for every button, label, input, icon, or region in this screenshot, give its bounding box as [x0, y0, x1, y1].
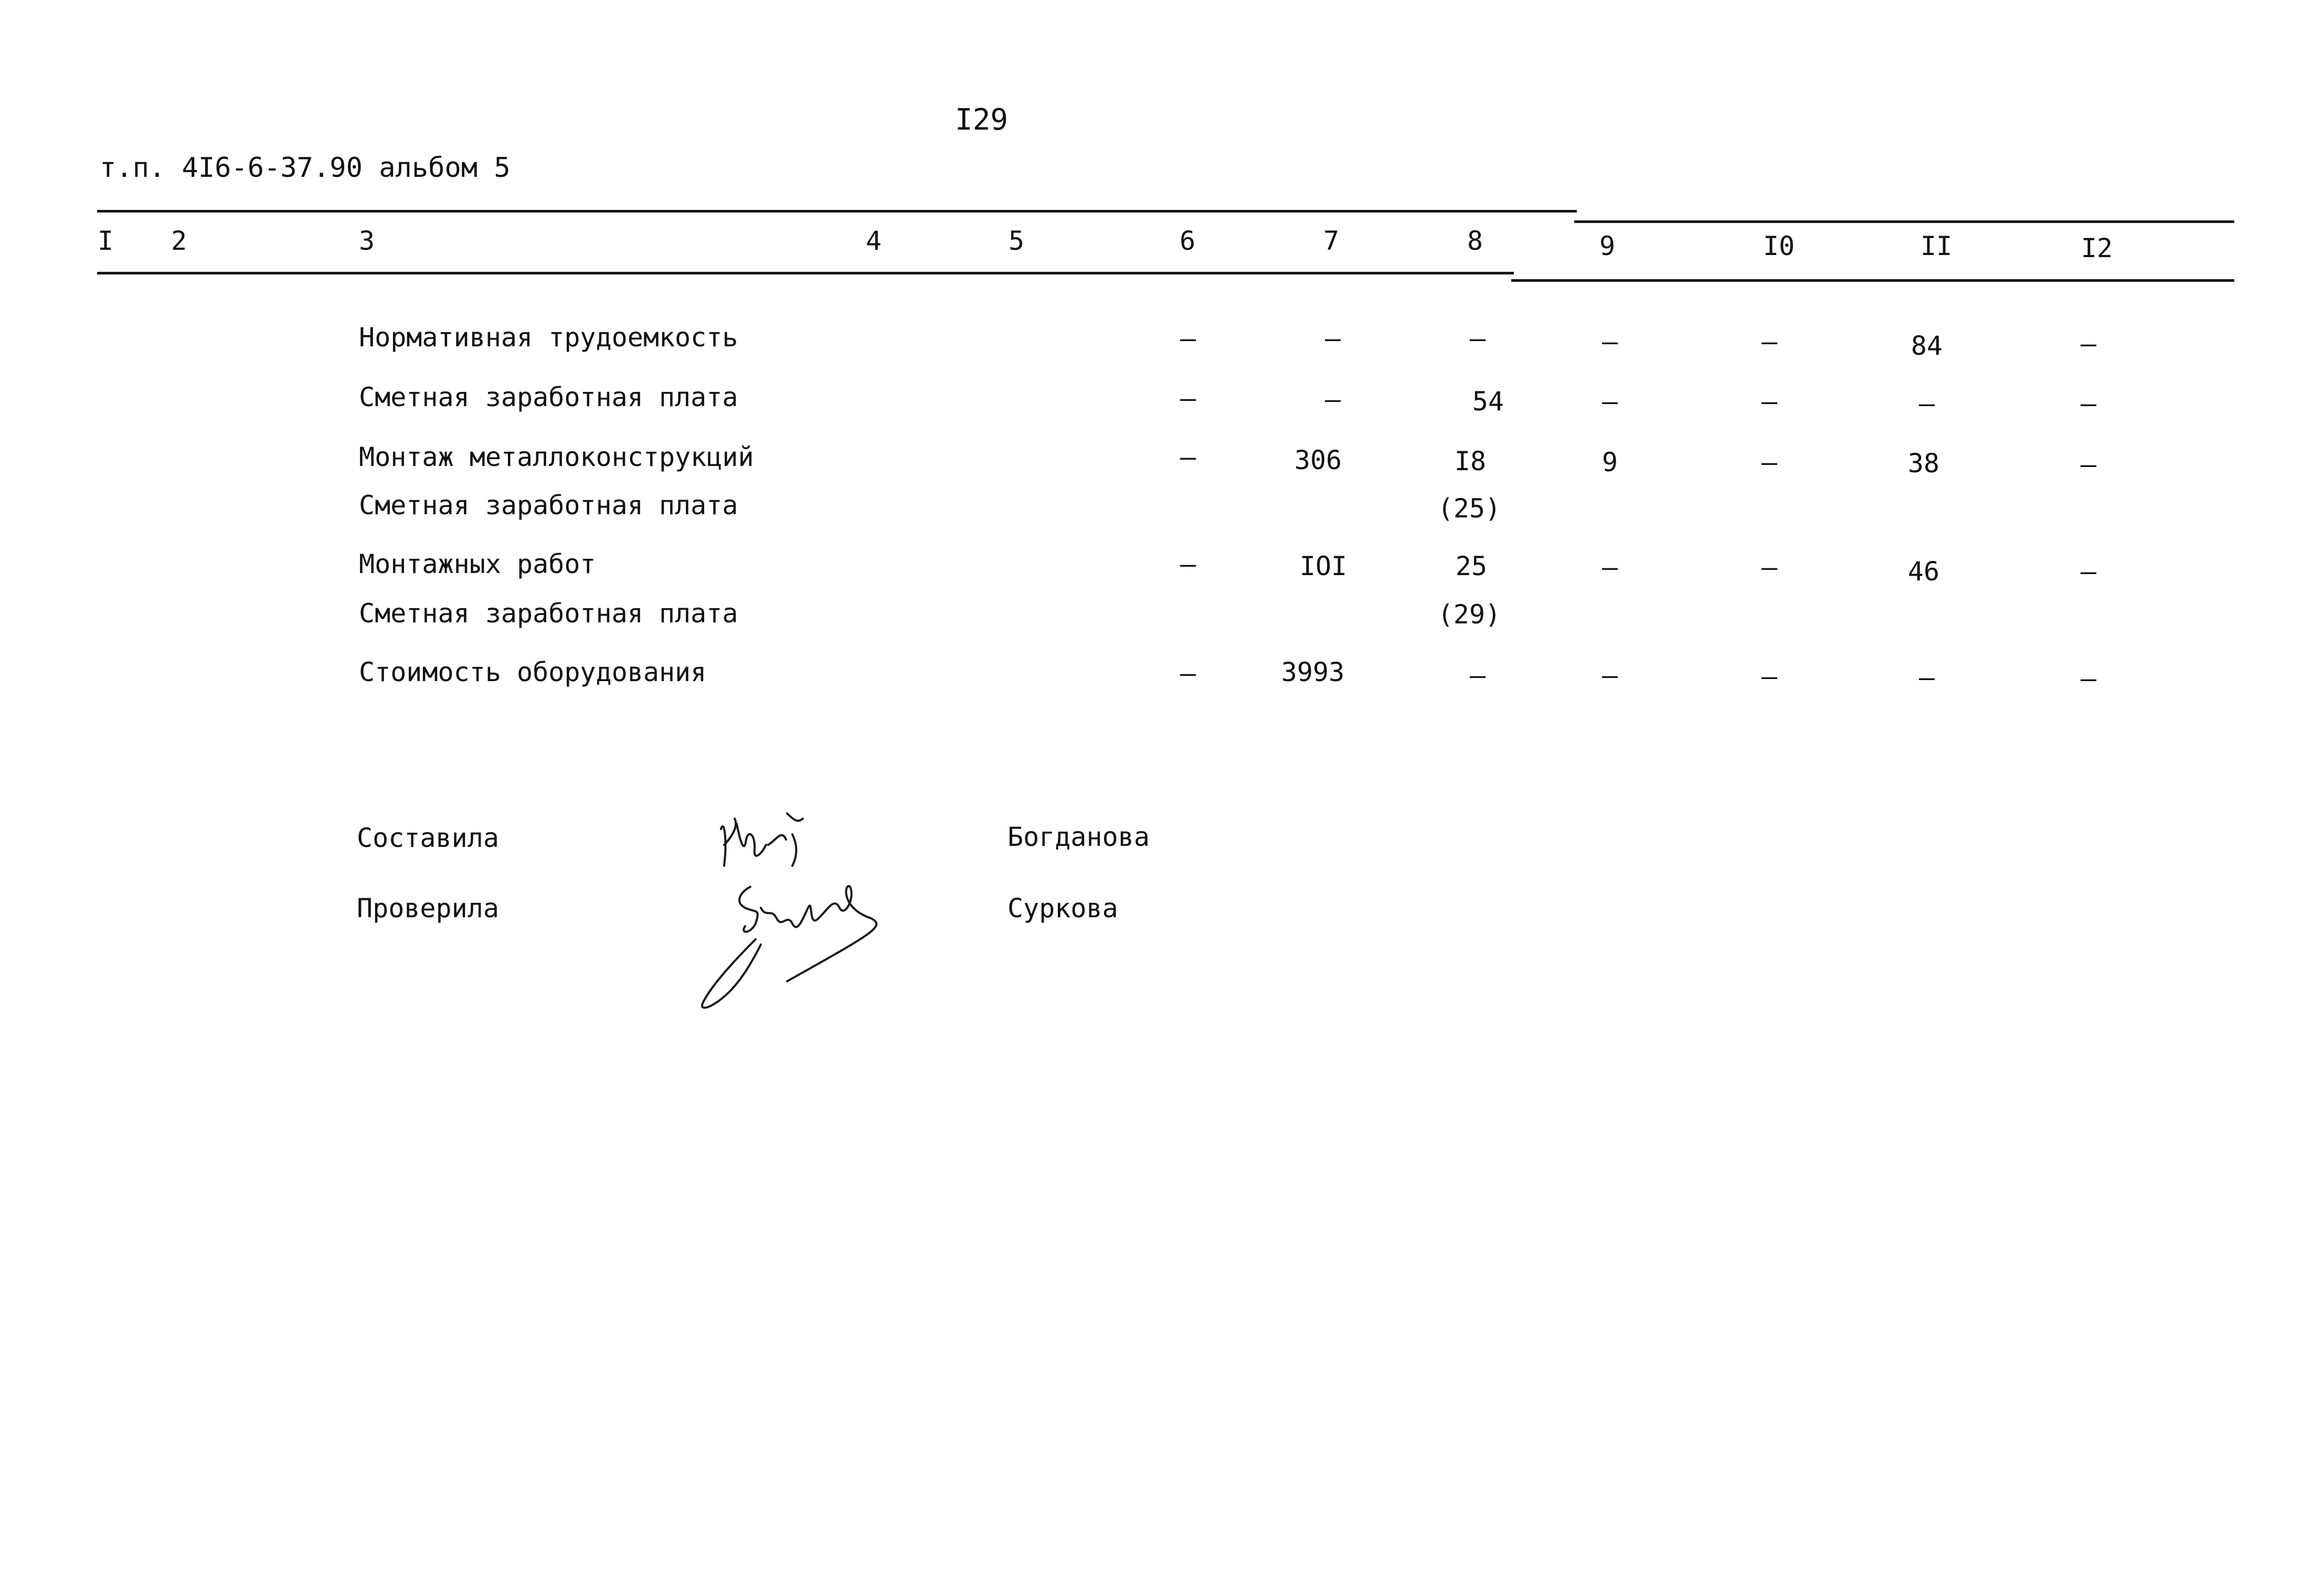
row-label: Стоимость оборудования — [359, 657, 707, 687]
table-cell: – — [1180, 383, 1196, 413]
table-cell: – — [1601, 660, 1618, 691]
table-cell: 9 — [1601, 447, 1618, 478]
table-cell: – — [1180, 658, 1196, 688]
table-cell: 3993 — [1281, 657, 1345, 687]
table-cell: – — [1601, 386, 1618, 417]
table-cell: – — [1180, 442, 1196, 472]
table-cell: – — [1180, 549, 1196, 579]
handwritten-signature-compiler — [714, 808, 819, 876]
table-cell: 25 — [1455, 551, 1488, 581]
table-cell: 38 — [1907, 448, 1940, 479]
row-label: Нормативная трудоемкость — [359, 322, 738, 353]
row-label: Сметная заработная плата — [359, 490, 738, 521]
table-cell: – — [1601, 326, 1618, 357]
signature-name-checked: Суркова — [1007, 893, 1118, 924]
page-number: I29 — [955, 103, 1009, 137]
column-header: 4 — [866, 226, 882, 256]
table-cell: – — [1761, 552, 1778, 582]
table-cell: 306 — [1294, 445, 1342, 475]
table-cell: – — [1918, 388, 1935, 419]
column-header: I0 — [1763, 231, 1795, 261]
table-cell: – — [1180, 323, 1196, 354]
column-header: 2 — [171, 226, 187, 256]
handwritten-signature-checker — [682, 876, 903, 1013]
row-label: Монтаж металлоконструкций — [359, 442, 754, 472]
table-cell: – — [1469, 323, 1486, 354]
table-cell: – — [1469, 660, 1486, 691]
table-cell: – — [1761, 661, 1778, 692]
table-cell: 54 — [1472, 386, 1504, 417]
header-top-rule-right — [1574, 220, 2234, 223]
table-cell: – — [1761, 447, 1778, 478]
column-header: 5 — [1009, 226, 1025, 256]
table-cell: – — [2080, 388, 2097, 419]
column-header: 7 — [1323, 226, 1340, 256]
column-header: 3 — [359, 226, 375, 256]
signature-role-checked: Проверила — [357, 893, 499, 924]
table-cell: – — [1601, 552, 1618, 582]
table-cell: – — [1761, 386, 1778, 417]
table-cell: – — [2080, 663, 2097, 694]
row-label: Сметная заработная плата — [359, 598, 738, 629]
table-cell: – — [1918, 662, 1935, 693]
table-cell: – — [2080, 328, 2097, 359]
table-cell: I8 — [1454, 446, 1487, 476]
table-cell: (25) — [1437, 493, 1501, 524]
table-cell: – — [1324, 384, 1341, 415]
table-cell: 84 — [1911, 331, 1943, 361]
row-label: Монтажных работ — [359, 549, 596, 579]
header-top-rule — [97, 210, 1577, 213]
row-label: Сметная заработная плата — [359, 382, 738, 412]
column-header: 8 — [1467, 226, 1483, 256]
document-reference: т.п. 4I6-6-37.90 альбом 5 — [100, 152, 511, 184]
header-bottom-rule — [97, 272, 1514, 274]
signature-name-compiled: Богданова — [1007, 822, 1150, 852]
column-header: I2 — [2081, 233, 2113, 263]
header-bottom-rule-right — [1511, 279, 2234, 282]
table-cell: – — [1761, 326, 1778, 357]
table-cell: IOI — [1299, 551, 1347, 581]
table-cell: – — [2080, 449, 2097, 480]
signature-role-compiled: Составила — [357, 823, 499, 853]
column-header: II — [1920, 231, 1952, 261]
column-header: I — [98, 226, 114, 256]
column-header: 9 — [1599, 231, 1616, 261]
table-cell: 46 — [1907, 556, 1940, 587]
table-cell: – — [1324, 323, 1341, 354]
column-header: 6 — [1180, 226, 1196, 256]
table-cell: – — [2080, 556, 2097, 587]
table-cell: (29) — [1437, 599, 1501, 630]
